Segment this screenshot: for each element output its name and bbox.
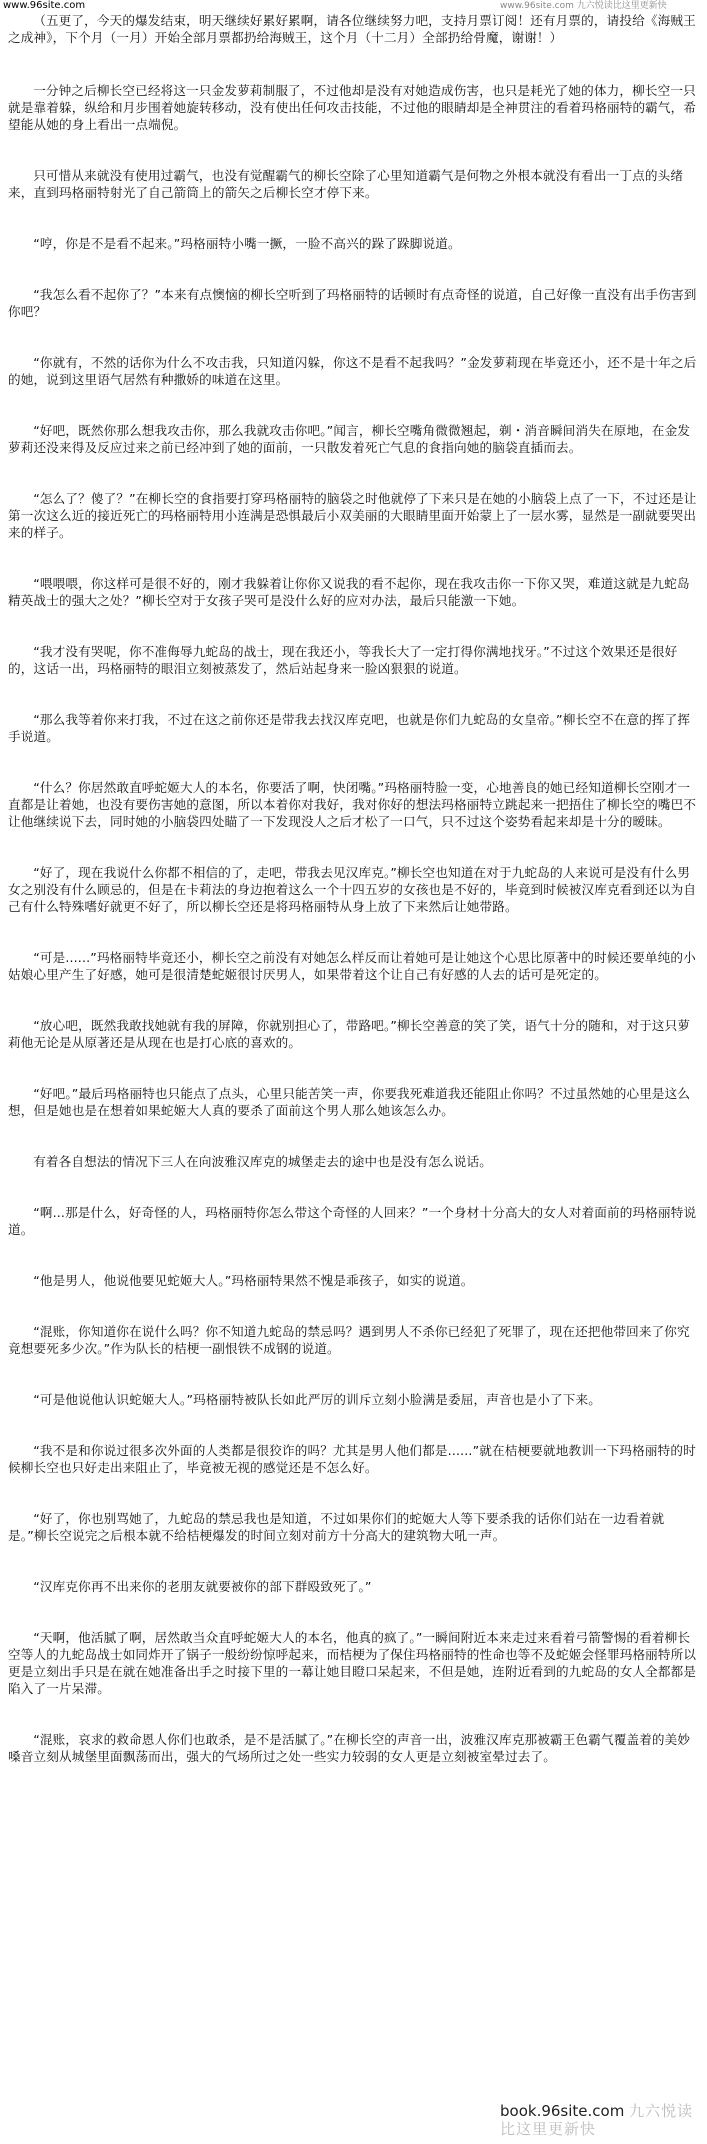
paragraph: “哼，你是不是看不起来。”玛格丽特小嘴一撅，一脸不高兴的跺了跺脚说道。 — [33, 236, 461, 251]
site-watermark-top: www.96site.com 九六悦读比这里更新快 — [500, 1, 667, 11]
paragraph: “我不是和你说过很多次外面的人类都是很狡诈的吗？尤其是男人他们都是......”就在桔梗要就地教训一下玛格丽特的时候柳长空也只好走出来阻止了，毕竟被无视的感觉还是不怎么好。 — [8, 1443, 696, 1475]
paragraph: “好吧，既然你那么想我攻击你，那么我就攻击你吧。”闻言，柳长空嘴角微微翘起，剃・消音瞬间消失在原地，在金发萝莉还没来得及反应过来之前已经冲到了她的面前，一只散发着死亡气息的食指向她的脑袋直插而去。 — [8, 423, 691, 455]
watermark-tagline: 九六悦读比这里更新快 — [500, 2102, 694, 2138]
paragraph: “啊...那是什么，好奇怪的人，玛格丽特你怎么带这个奇怪的人回来？”一个身材十分高大的女人对着面前的玛格丽特说道。 — [8, 1205, 697, 1237]
paragraph: “我才没有哭呢，你不准侮辱九蛇岛的战士，现在我还小，等我长大了一定打得你满地找牙。”不过这个效果还是很好的，这话一出，玛格丽特的眼泪立刻被蒸发了，然后站起身来一脸凶狠狠的说道。 — [8, 644, 678, 676]
watermark-site: book.96site.com — [500, 2102, 625, 2120]
paragraph: “好了，你也别骂她了，九蛇岛的禁忌我也是知道，不过如果你们的蛇姬大人等下要杀我的话你们站在一边看着就是。”柳长空说完之后根本就不给桔梗爆发的时间立刻对前方十分高大的建筑物大吼一声。 — [8, 1511, 665, 1543]
paragraph: “好吧。”最后玛格丽特也只能点了点头，心里只能苦笑一声，你要我死难道我还能阻止你吗？不过虽然她的心里是这么想，但是她也是在想着如果蛇姬大人真的要杀了面前这个男人那么她该怎么办。 — [8, 1086, 691, 1118]
site-watermark-top-left: www.96site.com — [3, 0, 86, 11]
paragraph: “汉库克你再不出来你的老朋友就要被你的部下群殴致死了。” — [33, 1579, 372, 1594]
paragraph: 一分钟之后柳长空已经将这一只金发萝莉制服了，不过他却是没有对她造成伤害，也只是耗光了她的体力，柳长空一只就是靠着躲，纵给和月步围着她旋转移动，没有使出任何攻击技能，不过他的眼睛却是全神贯注的看着玛格丽特的霸气，希望能从她的身上看出一点端倪。 — [8, 83, 697, 132]
paragraph: “那么我等着你来打我，不过在这之前你还是带我去找汉库克吧，也就是你们九蛇岛的女皇帝。”柳长空不在意的挥了挥手说道。 — [8, 712, 691, 744]
site-watermark-bottom — [500, 2102, 707, 2138]
paragraph: “可是......”玛格丽特毕竟还小，柳长空之前没有对她怎么样反而让着她可是让她这个心思比原著中的时候还要单纯的小姑娘心里产生了好感，她可是很清楚蛇姬很讨厌男人，如果带着这个让自己有好感的人去的话可是死定的。 — [8, 950, 696, 982]
paragraph: “放心吧，既然我敢找她就有我的屏障，你就别担心了，带路吧。”柳长空善意的笑了笑，语气十分的随和，对于这只萝莉他无论是从原著还是从现在也是打心底的喜欢的。 — [8, 1018, 691, 1050]
paragraph: 只可惜从来就没有使用过霸气，也没有觉醒霸气的柳长空除了心里知道霸气是何物之外根本就没有看出一丁点的头绪来，直到玛格丽特射光了自己箭筒上的箭矢之后柳长空才停下来。 — [8, 168, 684, 200]
paragraph: “好了，现在我说什么你都不相信的了，走吧，带我去见汉库克。”柳长空也知道在对于九蛇岛的人来说可是没有什么男女之别没有什么顾忌的，但是在卡莉法的身边抱着这么一个十四五岁的女孩也是不好的，毕竟到时候被汉库克看到还以为自己有什么特殊嗜好就更不好了，所以柳长空还是将玛格丽特从身上放了下来然后让她带路。 — [8, 865, 697, 914]
paragraph: “天啊，他活腻了啊，居然敢当众直呼蛇姬大人的本名，他真的疯了。”一瞬间附近本来走过来看着弓箭警惕的看着柳长空等人的九蛇岛战士如同炸开了锅子一般纷纷惊呼起来，而桔梗为了保住玛格丽特的性命也等不及蛇姬会怪罪玛格丽特所以更是立刻出手只是在就在她准备出手之时接下里的一幕让她目瞪口呆起来，不但是她，连附近看到的九蛇岛的女人全都都是陷入了一片呆滞。 — [8, 1630, 697, 1696]
paragraph: “混账，哀求的救命恩人你们也敢杀，是不是活腻了。”在柳长空的声音一出，波雅汉库克那被霸王色霸气覆盖着的美妙嗓音立刻从城堡里面飘荡而出，强大的气场所过之处一些实力较弱的女人更是立刻被室晕过去了。 — [8, 1732, 691, 1764]
paragraph: “什么？你居然敢直呼蛇姬大人的本名，你要活了啊，快闭嘴。”玛格丽特脸一变，心地善良的她已经知道柳长空刚才一直都是让着她，也没有要伤害她的意图，所以本着你对我好，我对你好的想法玛格丽特立跳起来一把捂住了柳长空的嘴巴不让他继续说下去，同时她的小脑袋四处瞄了一下发现没人之后才松了一口气，只不过这个姿势看起来却是十分的暧昧。 — [8, 780, 697, 829]
paragraph: “我怎么看不起你了？”本来有点懊恼的柳长空听到了玛格丽特的话顿时有点奇怪的说道，自己好像一直没有出手伤害到你吧？ — [8, 287, 697, 319]
paragraph: “你就有，不然的话你为什么不攻击我，只知道闪躲，你这不是看不起我吗？”金发萝莉现在毕竟还小，还不是十年之后的她，说到这里语气居然有种撒娇的味道在这里。 — [8, 355, 697, 387]
paragraph: “混账，你知道你在说什么吗？你不知道九蛇岛的禁忌吗？遇到男人不杀你已经犯了死罪了，现在还把他带回来了你究竟想要死多少次。”作为队长的桔梗一副恨铁不成钢的说道。 — [8, 1324, 690, 1356]
paragraph: 有着各自想法的情况下三人在向波雅汉库克的城堡走去的途中也是没有怎么说话。 — [33, 1154, 492, 1169]
chapter-text — [8, 12, 700, 1765]
paragraph: “怎么了？傻了？”在柳长空的食指要打穿玛格丽特的脑袋之时他就停了下来只是在她的小脑袋上点了一下，不过还是让第一次这么近的接近死亡的玛格丽特用小连满是恐惧最后小双美丽的大眼睛里面开始蒙上了一层水雾，显然是一副就要哭出来的样子。 — [8, 491, 697, 540]
paragraph: “他是男人，他说他要见蛇姬大人。”玛格丽特果然不愧是乖孩子，如实的说道。 — [33, 1273, 474, 1288]
paragraph: “喂喂喂，你这样可是很不好的，刚才我躲着让你你又说我的看不起你，现在我攻击你一下你又哭，难道这就是九蛇岛精英战士的强大之处？”柳长空对于女孩子哭可是没什么好的应对办法，最后只能激一下她。 — [8, 576, 690, 608]
paragraph: “可是他说他认识蛇姬大人。”玛格丽特被队长如此严厉的训斥立刻小脸满是委屈，声音也是小了下来。 — [33, 1392, 601, 1407]
paragraph: （五更了，今天的爆发结束，明天继续好累好累啊，请各位继续努力吧，支持月票订阅！还有月票的，请投给《海贼王之成神》，下个月（一月）开始全部月票都扔给海贼王，这个月（十二月）全部扔给骨魔，谢谢！） — [8, 13, 696, 45]
